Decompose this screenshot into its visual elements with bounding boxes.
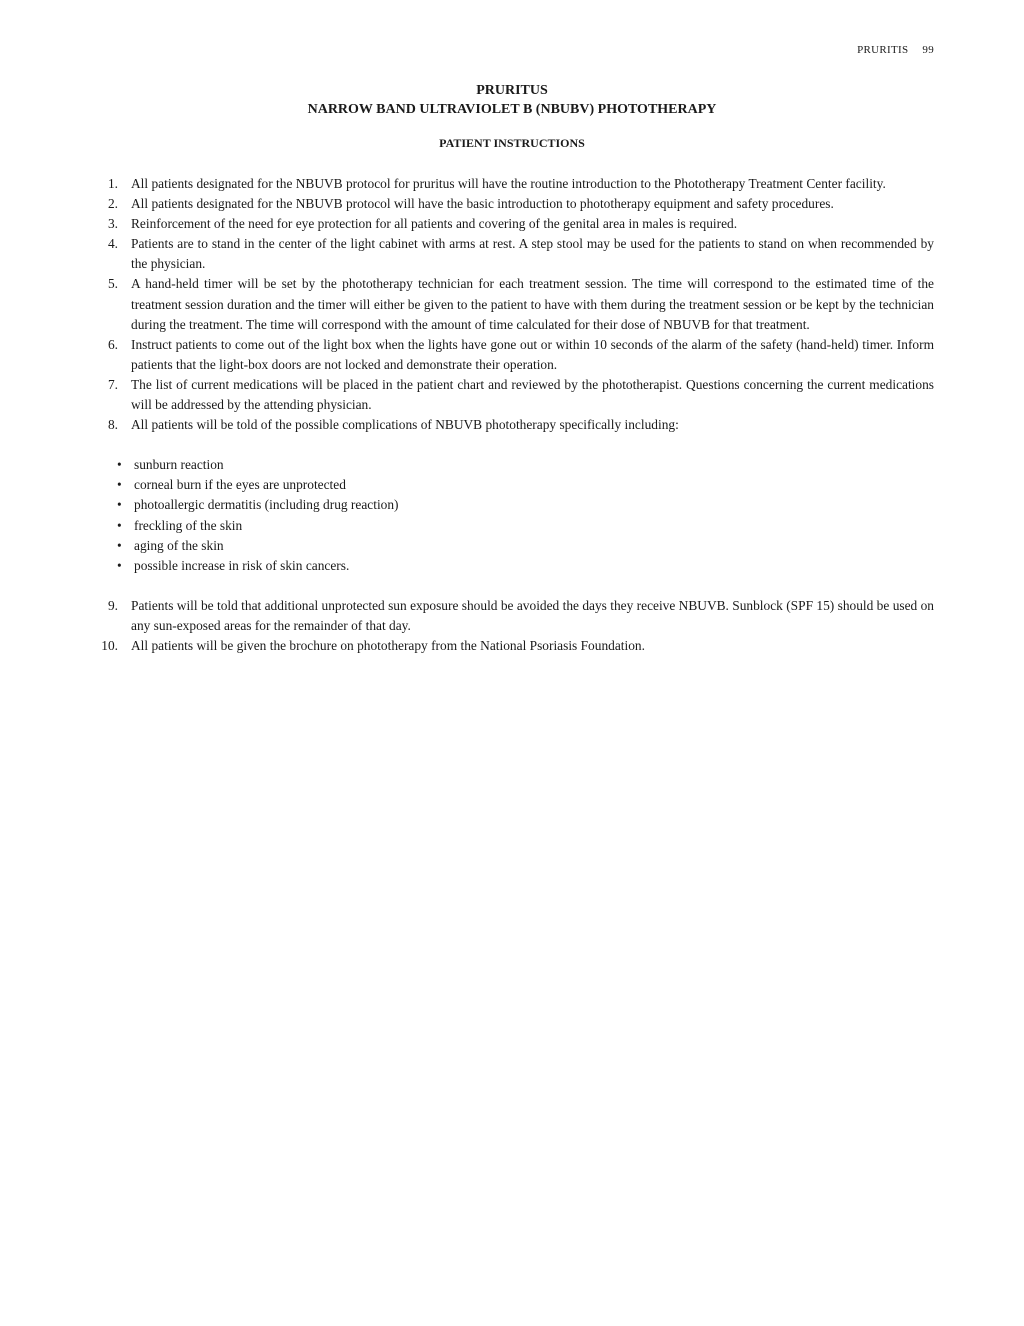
item-text: Reinforcement of the need for eye protection for all patients and covering of the genital area in males is required. bbox=[131, 216, 738, 232]
item-text: All patients will be told of the possible complications of NBUVB phototherapy specifically including: bbox=[131, 417, 679, 433]
item-number: 2. bbox=[107, 196, 118, 212]
instruction-list-part-2 bbox=[90, 596, 934, 656]
complication-item: • aging of the skin bbox=[90, 536, 934, 556]
complication-item: • photoallergic dermatitis (including drug reaction) bbox=[90, 495, 934, 515]
instruction-item bbox=[90, 174, 934, 194]
item-text: The list of current medications will be placed in the patient chart and reviewed by the phototherapist. Questions concerning the current medications will be addressed by the attending physician. bbox=[131, 376, 934, 413]
instruction-item bbox=[90, 234, 934, 274]
item-number: 10. bbox=[101, 637, 118, 653]
bullet-icon: • bbox=[117, 477, 122, 493]
item-text: All patients will be given the brochure on phototherapy from the National Psoriasis Foundation. bbox=[131, 637, 645, 653]
item-number: 9. bbox=[107, 597, 118, 613]
complication-item: • corneal burn if the eyes are unprotected bbox=[90, 475, 934, 495]
bullet-icon: • bbox=[117, 497, 122, 513]
item-text: A hand-held timer will be set by the phototherapy technician for each treatment session. The time will correspond to the estimated time of the treatment session duration and the timer will either be given to the patient to have with them during the treatment session or be kept by the technician during the treatment. The time will correspond with the amount of time calculated for their dose of NBUVB for that treatment. bbox=[131, 276, 934, 332]
running-head bbox=[857, 44, 934, 56]
item-number: 3. bbox=[107, 216, 118, 232]
complications-list bbox=[90, 455, 934, 576]
item-text: Patients will be told that additional unprotected sun exposure should be avoided the days they receive NBUVB. Sunblock (SPF 15) should be used on any sun-exposed areas for the remainder of that day. bbox=[131, 597, 934, 633]
complication-item: • possible increase in risk of skin cancers. bbox=[90, 556, 934, 576]
running-title: PRURITIS bbox=[857, 44, 909, 56]
section-heading: PATIENT INSTRUCTIONS bbox=[439, 136, 585, 150]
item-number: 5. bbox=[107, 276, 118, 292]
instruction-item bbox=[90, 335, 934, 375]
complication-item: • sunburn reaction bbox=[90, 455, 934, 475]
instruction-item bbox=[90, 596, 934, 636]
item-text: All patients designated for the NBUVB protocol will have the basic introduction to phototherapy equipment and safety procedures. bbox=[131, 196, 834, 212]
item-number: 8. bbox=[107, 417, 118, 433]
instruction-item bbox=[90, 214, 934, 234]
item-number: 6. bbox=[107, 336, 118, 352]
title-line-2: NARROW BAND ULTRAVIOLET B (NBUBV) PHOTOTHERAPY bbox=[307, 102, 717, 117]
title-line-1: PRURITUS bbox=[476, 83, 548, 98]
document-title bbox=[0, 81, 1024, 119]
item-text: Instruct patients to come out of the light box when the lights have gone out or within 10 seconds of the alarm of the safety (hand-held) timer. Inform patients that the light-box doors are not locked and demonstrate their operation. bbox=[131, 336, 934, 372]
complication-item: • freckling of the skin bbox=[90, 516, 934, 536]
instruction-list-part-1 bbox=[90, 174, 934, 435]
instruction-item bbox=[90, 415, 934, 435]
bullet-icon: • bbox=[117, 537, 122, 553]
page-number: 99 bbox=[922, 44, 934, 56]
instruction-item bbox=[90, 375, 934, 415]
instruction-item bbox=[90, 636, 934, 656]
instructions-body bbox=[90, 174, 934, 656]
item-number: 7. bbox=[107, 376, 118, 392]
instruction-item bbox=[90, 194, 934, 214]
item-text: All patients designated for the NBUVB protocol for pruritus will have the routine introduction to the Phototherapy Treatment Center facility. bbox=[131, 176, 886, 191]
bullet-icon: • bbox=[117, 457, 122, 473]
bullet-icon: • bbox=[117, 517, 122, 533]
instruction-item bbox=[90, 274, 934, 334]
item-number: 1. bbox=[107, 176, 118, 191]
bullet-icon: • bbox=[117, 557, 122, 573]
item-number: 4. bbox=[107, 236, 118, 252]
item-text: Patients are to stand in the center of the light cabinet with arms at rest. A step stool may be used for the patients to stand on when recommended by the physician. bbox=[131, 236, 934, 272]
